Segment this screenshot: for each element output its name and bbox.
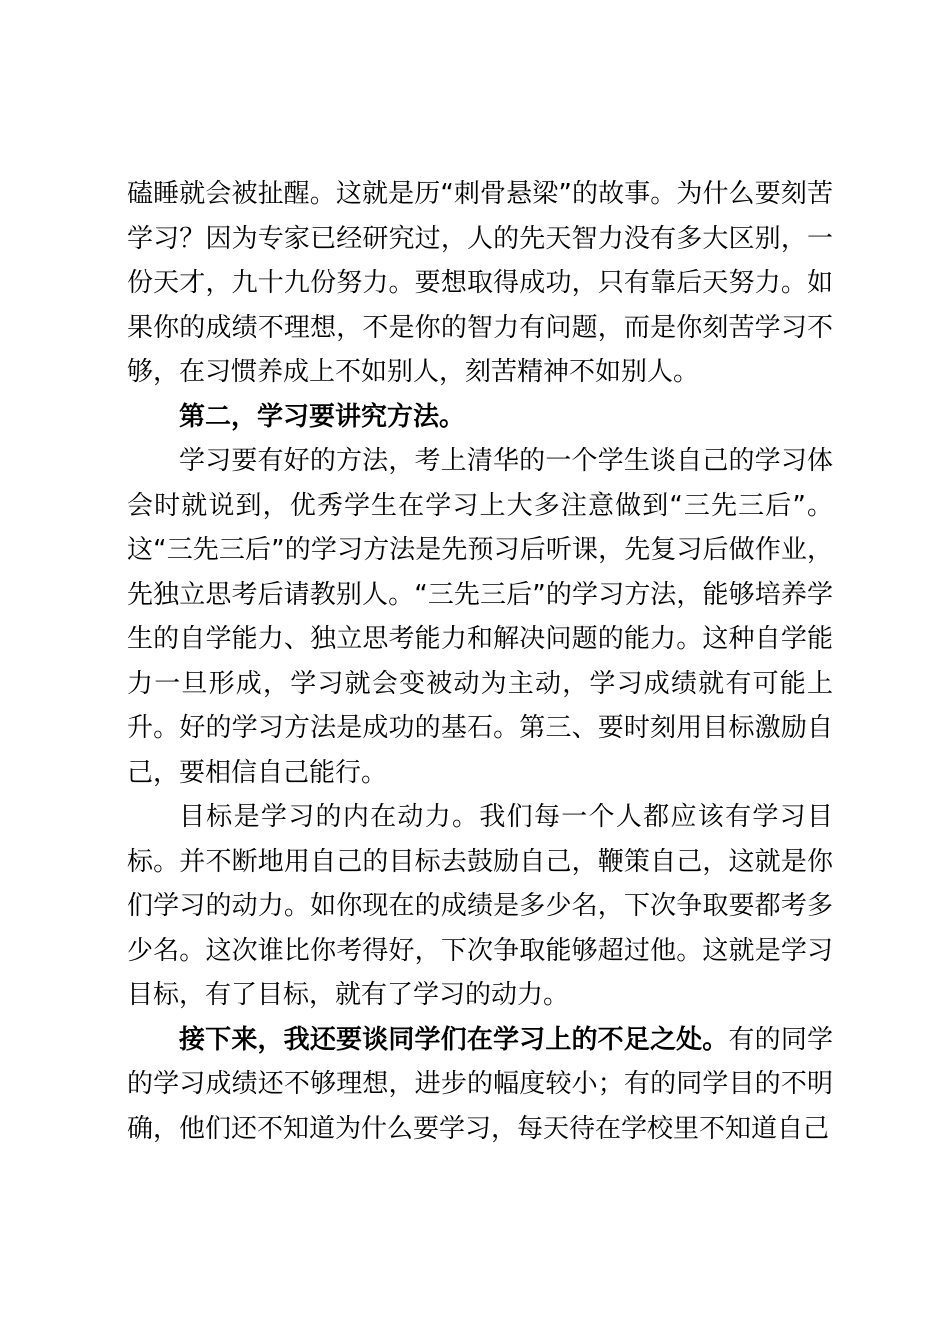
paragraph-hard-work-conclusion: [127, 172, 833, 395]
heading-text: 第二，学习要讲究方法。: [179, 401, 466, 432]
paragraph-text: 学习要有好的方法，考上清华的一个学生谈自己的学习体会时就说到，优秀学生在学习上大多注意做到“三先三后”。这“三先三后”的学习方法是先预习后听课，先复习后做作业，先独立思考后请教别人。“三先三后”的学习方法，能够培养学生的自学能力、独立思考能力和解决问题的能力。这种自学能力一旦形成，学习就会变被动为主动，学习成绩就有可能上升。好的学习方法是成功的基石。第三、要时刻用目标激励自己，要相信自己能行。: [127, 446, 833, 788]
paragraph-text: 磕睡就会被扯醒。这就是历“刺骨悬梁”的故事。为什么要刻苦学习？因为专家已经研究过，人的先天智力没有多大区别，一份天才，九十九份努力。要想取得成功，只有靠后天努力。如果你的成绩不理想，不是你的智力有问题，而是你刻苦学习不够，在习惯养成上不如别人，刻苦精神不如别人。: [127, 179, 833, 387]
document-body: [127, 172, 833, 1151]
section-heading-method: [127, 395, 833, 440]
paragraph-text: 有的同学的学习成绩还不够理想，进步的幅度较小；有的同学目的不明确，他们还不知道为什么要学习，每天待在学校里不知道自己: [127, 1024, 833, 1144]
paragraph-bold-lead: 接下来，我还要谈同学们在学习上的不足之处。: [179, 1024, 729, 1055]
paragraph-study-method: [127, 439, 833, 795]
paragraph-text: 目标是学习的内在动力。我们每一个人都应该有学习目标。并不断地用自己的目标去鼓励自己，鞭策自己，这就是你们学习的动力。如你现在的成绩是多少名，下次争取要都考多少名。这次谁比你考得好，下次争取能够超过他。这就是学习目标，有了目标，就有了学习的动力。: [127, 802, 833, 1010]
paragraph-shortcomings: [127, 1018, 833, 1152]
paragraph-goal-motivation: [127, 795, 833, 1018]
